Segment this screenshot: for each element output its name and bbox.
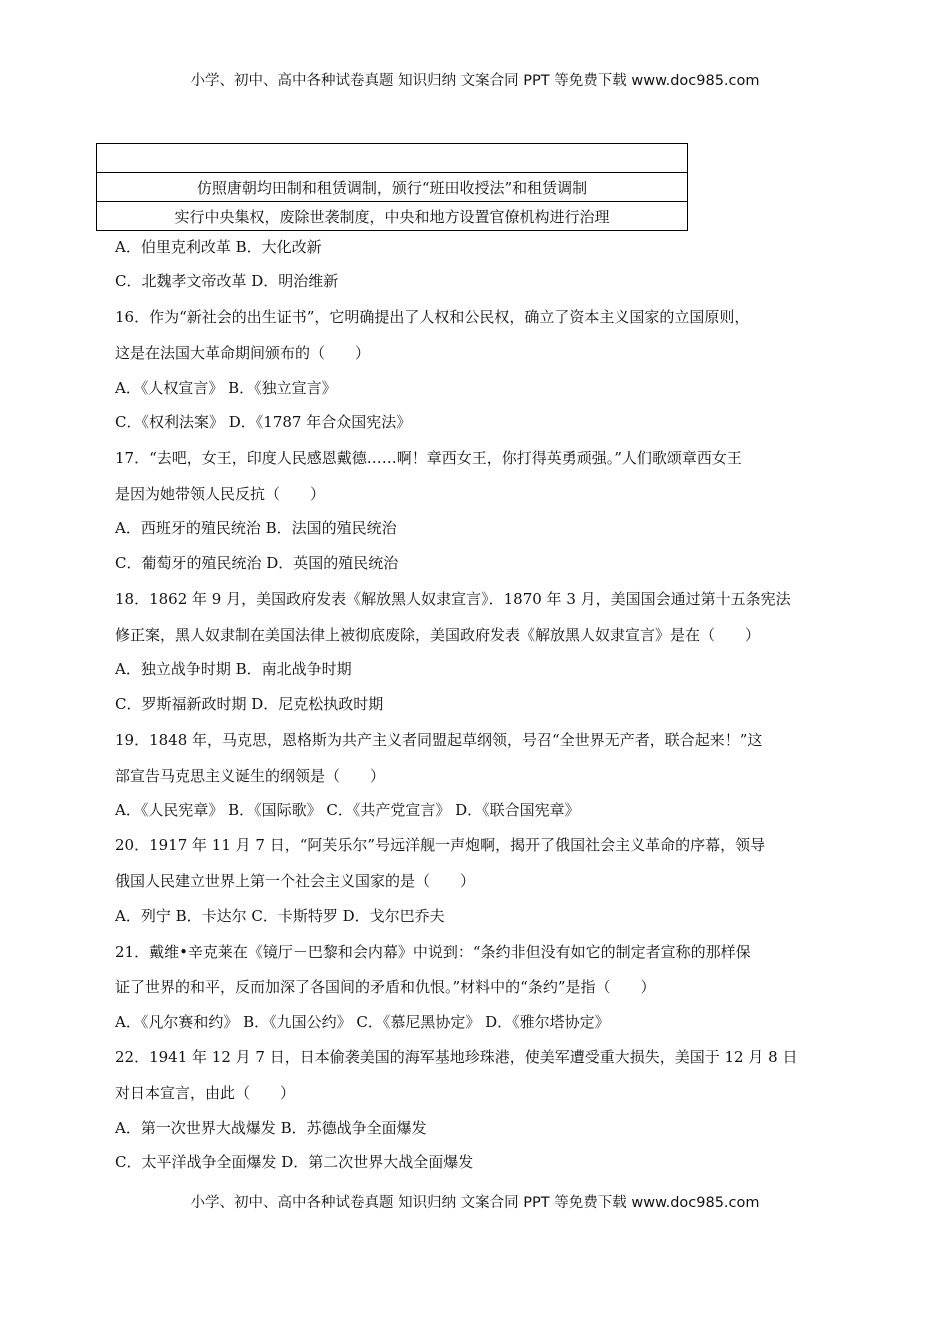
table-cell: 仿照唐朝均田制和租赁调制，颁行“班田收授法”和租赁调制: [97, 173, 688, 202]
option-line: A．西班牙的殖民统治 B．法国的殖民统治: [115, 519, 397, 537]
question-19-line-2: 部宣告马克思主义诞生的纲领是（ ）: [115, 767, 386, 785]
question-22-line-2: 对日本宣言，由此（ ）: [115, 1084, 296, 1102]
question-16-line-1: 16．作为“新社会的出生证书”，它明确提出了人权和公民权，确立了资本主义国家的立国原则，: [115, 308, 750, 326]
option-line: A．第一次世界大战爆发 B．苏德战争全面爆发: [115, 1119, 427, 1137]
question-18-line-2: 修正案，黑人奴隶制在美国法律上被彻底废除，美国政府发表《解放黑人奴隶宣言》是在（ ）: [115, 626, 761, 644]
question-19-line-1: 19．1848 年，马克思，恩格斯为共产主义者同盟起草纲领，号召“全世界无产者，联合起来！”这: [115, 731, 763, 749]
page-footer: 小学、初中、高中各种试卷真题 知识归纳 文案合同 PPT 等免费下载 www.doc985.com: [190, 1195, 760, 1211]
question-17-line-2: 是因为她带领人民反抗（ ）: [115, 485, 326, 503]
question-21-line-1: 21．戴维•辛克莱在《镜厅－巴黎和会内幕》中说到：“条约非但没有如它的制定者宣称的那样保: [115, 943, 751, 961]
table-cell: 实行中央集权，废除世袭制度，中央和地方设置官僚机构进行治理: [97, 202, 688, 231]
option-line: A．独立战争时期 B．南北战争时期: [115, 660, 352, 678]
option-line: A．《人权宣言》 B．《独立宣言》: [115, 379, 337, 397]
question-17-line-1: 17．“去吧，女王，印度人民感恩戴德……啊！章西女王，你打得英勇顽强。”人们歌颂章西女王: [115, 449, 742, 467]
table-row: [97, 144, 688, 173]
option-line: A．列宁 B．卡达尔 C．卡斯特罗 D．戈尔巴乔夫: [115, 907, 445, 925]
option-line: A．《人民宪章》 B．《国际歌》 C．《共产党宣言》 D．《联合国宪章》: [115, 801, 580, 819]
question-20-line-2: 俄国人民建立世界上第一个社会主义国家的是（ ）: [115, 872, 476, 890]
option-line: C．罗斯福新政时期 D．尼克松执政时期: [115, 695, 384, 713]
option-line: A．《凡尔赛和约》 B．《九国公约》 C．《慕尼黑协定》 D．《雅尔塔协定》: [115, 1013, 610, 1031]
option-line: C．太平洋战争全面爆发 D．第二次世界大战全面爆发: [115, 1153, 474, 1171]
table-row: [97, 202, 688, 231]
question-22-line-1: 22．1941 年 12 月 7 日，日本偷袭美国的海军基地珍珠港，使美军遭受重大损失，美国于 12 月 8 日: [115, 1048, 798, 1066]
table-row: [97, 173, 688, 202]
option-line: C．北魏孝文帝改革 D．明治维新: [115, 272, 339, 290]
table-cell: [97, 144, 688, 173]
page-header: 小学、初中、高中各种试卷真题 知识归纳 文案合同 PPT 等免费下载 www.doc985.com: [190, 73, 760, 89]
option-line: A．伯里克利改革 B．大化改新: [115, 238, 322, 256]
question-18-line-1: 18．1862 年 9 月，美国政府发表《解放黑人奴隶宣言》．1870 年 3 月，美国国会通过第十五条宪法: [115, 590, 791, 608]
option-line: C．葡萄牙的殖民统治 D．英国的殖民统治: [115, 554, 399, 572]
question-21-line-2: 证了世界的和平，反而加深了各国间的矛盾和仇恨。”材料中的“条约”是指（ ）: [115, 978, 656, 996]
reform-info-table: [96, 143, 688, 231]
question-20-line-1: 20．1917 年 11 月 7 日，“阿芙乐尔”号远洋舰一声炮啊，揭开了俄国社会主义革命的序幕，领导: [115, 836, 766, 854]
question-16-line-2: 这是在法国大革命期间颁布的（ ）: [115, 344, 371, 362]
option-line: C．《权利法案》 D．《1787 年合众国宪法》: [115, 413, 412, 431]
